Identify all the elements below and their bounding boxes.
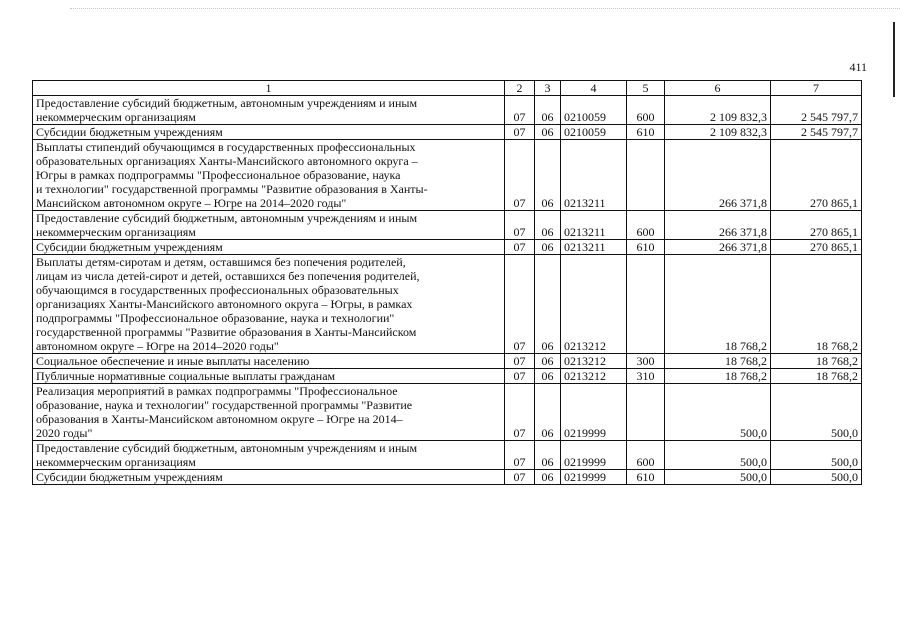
expense-type-cell: 300	[627, 354, 665, 369]
column-header-1: 1	[33, 81, 505, 96]
expense-type-cell	[627, 255, 665, 354]
subsection-cell: 06	[535, 96, 561, 125]
amount-year1-cell: 266 371,8	[665, 140, 771, 211]
column-header-4: 4	[561, 81, 627, 96]
target-article-cell: 0213212	[561, 369, 627, 384]
amount-year2-cell: 18 768,2	[771, 255, 862, 354]
column-header-6: 6	[665, 81, 771, 96]
target-article-cell: 0213211	[561, 240, 627, 255]
target-article-cell: 0210059	[561, 125, 627, 140]
row-name-cell: Выплаты стипендий обучающимся в государственных профессиональных образовательных организациях Ханты-Мансийского автономного округа – Югры в рамках подпрограммы "Профессиональное образование, наука и технологии" государственной программы "Развитие образования в Ханты- Мансийском автономном округе – Югре на 2014–2020 годы"	[33, 140, 505, 211]
subsection-cell: 06	[535, 125, 561, 140]
amount-year1-cell: 2 109 832,3	[665, 125, 771, 140]
amount-year2-cell: 2 545 797,7	[771, 125, 862, 140]
section-cell: 07	[505, 384, 535, 441]
amount-year2-cell: 500,0	[771, 384, 862, 441]
expense-type-cell: 600	[627, 96, 665, 125]
amount-year2-cell: 500,0	[771, 441, 862, 470]
row-name-cell: Публичные нормативные социальные выплаты гражданам	[33, 369, 505, 384]
expense-type-cell: 610	[627, 125, 665, 140]
subsection-cell: 06	[535, 384, 561, 441]
amount-year2-cell: 500,0	[771, 470, 862, 485]
expense-type-cell: 310	[627, 369, 665, 384]
section-cell: 07	[505, 96, 535, 125]
amount-year1-cell: 18 768,2	[665, 369, 771, 384]
column-header-2: 2	[505, 81, 535, 96]
margin-rule	[893, 22, 895, 97]
target-article-cell: 0219999	[561, 441, 627, 470]
target-article-cell: 0219999	[561, 384, 627, 441]
budget-table	[32, 80, 862, 485]
section-cell: 07	[505, 369, 535, 384]
target-article-cell: 0213211	[561, 140, 627, 211]
amount-year2-cell: 2 545 797,7	[771, 96, 862, 125]
section-cell: 07	[505, 240, 535, 255]
subsection-cell: 06	[535, 211, 561, 240]
table-body	[33, 96, 862, 485]
amount-year1-cell: 18 768,2	[665, 255, 771, 354]
subsection-cell: 06	[535, 441, 561, 470]
section-cell: 07	[505, 211, 535, 240]
amount-year1-cell: 500,0	[665, 441, 771, 470]
row-name-cell: Социальное обеспечение и иные выплаты населению	[33, 354, 505, 369]
target-article-cell: 0213212	[561, 255, 627, 354]
table-row	[33, 384, 862, 441]
target-article-cell: 0210059	[561, 96, 627, 125]
column-number-row	[33, 81, 862, 96]
target-article-cell: 0213211	[561, 211, 627, 240]
table-row	[33, 96, 862, 125]
subsection-cell: 06	[535, 255, 561, 354]
subsection-cell: 06	[535, 369, 561, 384]
section-cell: 07	[505, 255, 535, 354]
row-name-cell: Предоставление субсидий бюджетным, автономным учреждениям и иным некоммерческим организациям	[33, 211, 505, 240]
subsection-cell: 06	[535, 354, 561, 369]
expense-type-cell: 610	[627, 240, 665, 255]
row-name-cell: Субсидии бюджетным учреждениям	[33, 470, 505, 485]
table-row	[33, 240, 862, 255]
row-name-cell: Предоставление субсидий бюджетным, автономным учреждениям и иным некоммерческим организациям	[33, 441, 505, 470]
section-cell: 07	[505, 354, 535, 369]
amount-year2-cell: 18 768,2	[771, 369, 862, 384]
table-row	[33, 125, 862, 140]
section-cell: 07	[505, 441, 535, 470]
section-cell: 07	[505, 125, 535, 140]
table-row	[33, 140, 862, 211]
amount-year1-cell: 266 371,8	[665, 240, 771, 255]
section-cell: 07	[505, 470, 535, 485]
amount-year2-cell: 270 865,1	[771, 140, 862, 211]
page-number: 411	[849, 60, 867, 74]
column-header-5: 5	[627, 81, 665, 96]
table-row	[33, 369, 862, 384]
table-row	[33, 441, 862, 470]
scan-artifact-line	[70, 8, 900, 9]
expense-type-cell: 610	[627, 470, 665, 485]
section-cell: 07	[505, 140, 535, 211]
table-row	[33, 354, 862, 369]
row-name-cell: Предоставление субсидий бюджетным, автономным учреждениям и иным некоммерческим организациям	[33, 96, 505, 125]
subsection-cell: 06	[535, 240, 561, 255]
amount-year1-cell: 500,0	[665, 470, 771, 485]
target-article-cell: 0219999	[561, 470, 627, 485]
amount-year2-cell: 18 768,2	[771, 354, 862, 369]
row-name-cell: Реализация мероприятий в рамках подпрограммы "Профессиональное образование, наука и технологии" государственной программы "Развитие образования в Ханты-Мансийском автономном округе – Югре на 2014– 2020 годы"	[33, 384, 505, 441]
table-row	[33, 255, 862, 354]
amount-year2-cell: 270 865,1	[771, 240, 862, 255]
table-row	[33, 211, 862, 240]
amount-year2-cell: 270 865,1	[771, 211, 862, 240]
column-header-7: 7	[771, 81, 862, 96]
expense-type-cell	[627, 140, 665, 211]
amount-year1-cell: 266 371,8	[665, 211, 771, 240]
column-header-3: 3	[535, 81, 561, 96]
subsection-cell: 06	[535, 470, 561, 485]
row-name-cell: Субсидии бюджетным учреждениям	[33, 240, 505, 255]
subsection-cell: 06	[535, 140, 561, 211]
expense-type-cell	[627, 384, 665, 441]
amount-year1-cell: 18 768,2	[665, 354, 771, 369]
amount-year1-cell: 500,0	[665, 384, 771, 441]
table-row	[33, 470, 862, 485]
row-name-cell: Субсидии бюджетным учреждениям	[33, 125, 505, 140]
row-name-cell: Выплаты детям-сиротам и детям, оставшимся без попечения родителей, лицам из числа детей-сирот и детей, оставшихся без попечения родителей, обучающимся в государственных профессиональных образовательных организациях Ханты-Мансийского автономного округа – Югры, в рамках подпрограммы "Профессиональное образование, наука и технологии" государственной программы "Развитие образования в Ханты-Мансийском автономном округе – Югре на 2014–2020 годы"	[33, 255, 505, 354]
target-article-cell: 0213212	[561, 354, 627, 369]
expense-type-cell: 600	[627, 211, 665, 240]
expense-type-cell: 600	[627, 441, 665, 470]
amount-year1-cell: 2 109 832,3	[665, 96, 771, 125]
